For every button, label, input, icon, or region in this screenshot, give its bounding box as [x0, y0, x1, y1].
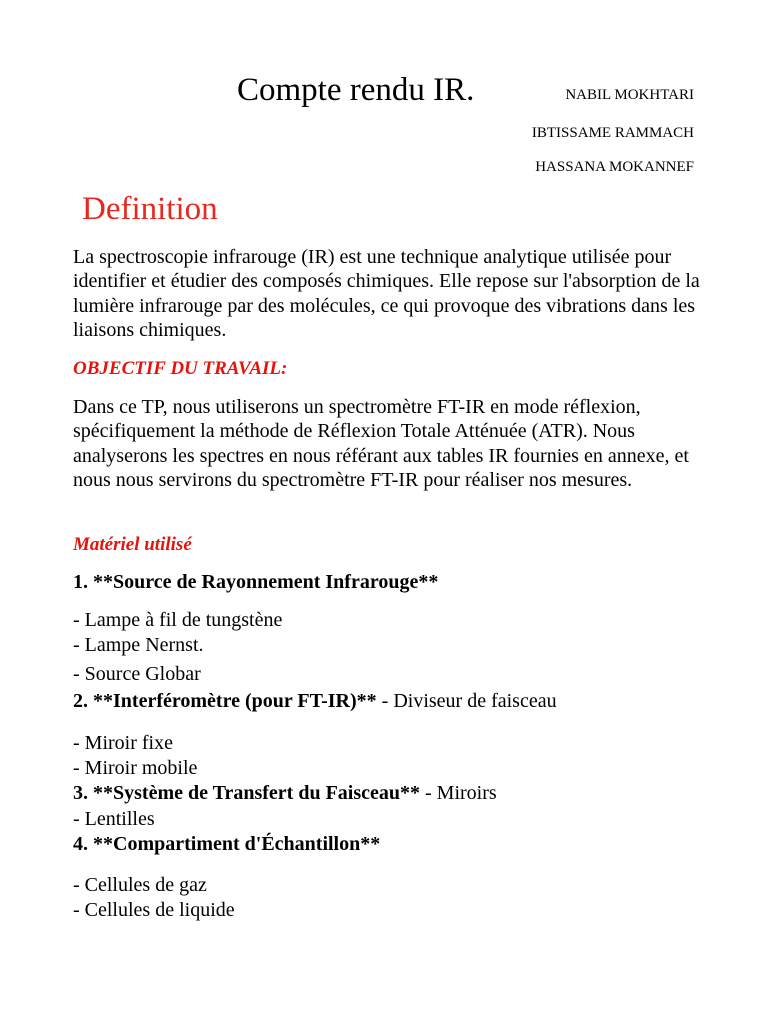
list-item: - Cellules de liquide	[73, 899, 235, 921]
section-2-inline: - Diviseur de faisceau	[376, 690, 557, 712]
list-item: - Lentilles	[73, 808, 155, 830]
list-item: - Miroir fixe	[73, 732, 173, 754]
section-1-title: 1. **Source de Rayonnement Infrarouge**	[73, 571, 439, 593]
definition-heading: Definition	[82, 191, 218, 227]
section-3-title: 3. **Système de Transfert du Faisceau**	[73, 782, 421, 804]
section-3-inline: - Miroirs	[420, 782, 497, 804]
author-1: NABIL MOKHTARI	[565, 87, 694, 103]
list-item: - Miroir mobile	[73, 757, 198, 779]
author-2: IBTISSAME RAMMACH	[531, 125, 694, 141]
materiel-heading: Matériel utilisé	[73, 534, 192, 555]
author-3: HASSANA MOKANNEF	[535, 159, 694, 175]
objectif-heading: OBJECTIF DU TRAVAIL:	[73, 358, 288, 379]
list-item: - Lampe Nernst.	[73, 634, 204, 656]
section-3-line	[73, 781, 497, 805]
section-2-title: 2. **Interféromètre (pour FT-IR)**	[73, 690, 377, 712]
list-item: - Lampe à fil de tungstène	[73, 609, 283, 631]
section-4-title: 4. **Compartiment d'Échantillon**	[73, 833, 381, 855]
list-item: - Cellules de gaz	[73, 874, 207, 896]
list-item: - Source Globar	[73, 663, 201, 685]
section-2-line	[73, 689, 557, 713]
objectif-paragraph: Dans ce TP, nous utiliserons un spectromètre FT-IR en mode réflexion, spécifiquement la méthode de Réflexion Totale Atténuée (ATR). Nous analyserons les spectres en nous référant aux tables IR fournies en annexe, et nous nous servirons du spectromètre FT-IR pour réaliser nos mesures.	[73, 396, 689, 491]
definition-paragraph: La spectroscopie infrarouge (IR) est une technique analytique utilisée pour identifier et étudier des composés chimiques. Elle repose sur l'absorption de la lumière infrarouge par des molécules, ce qui provoque des vibrations dans les liaisons chimiques.	[73, 246, 700, 341]
document-title: Compte rendu IR.	[237, 72, 475, 108]
